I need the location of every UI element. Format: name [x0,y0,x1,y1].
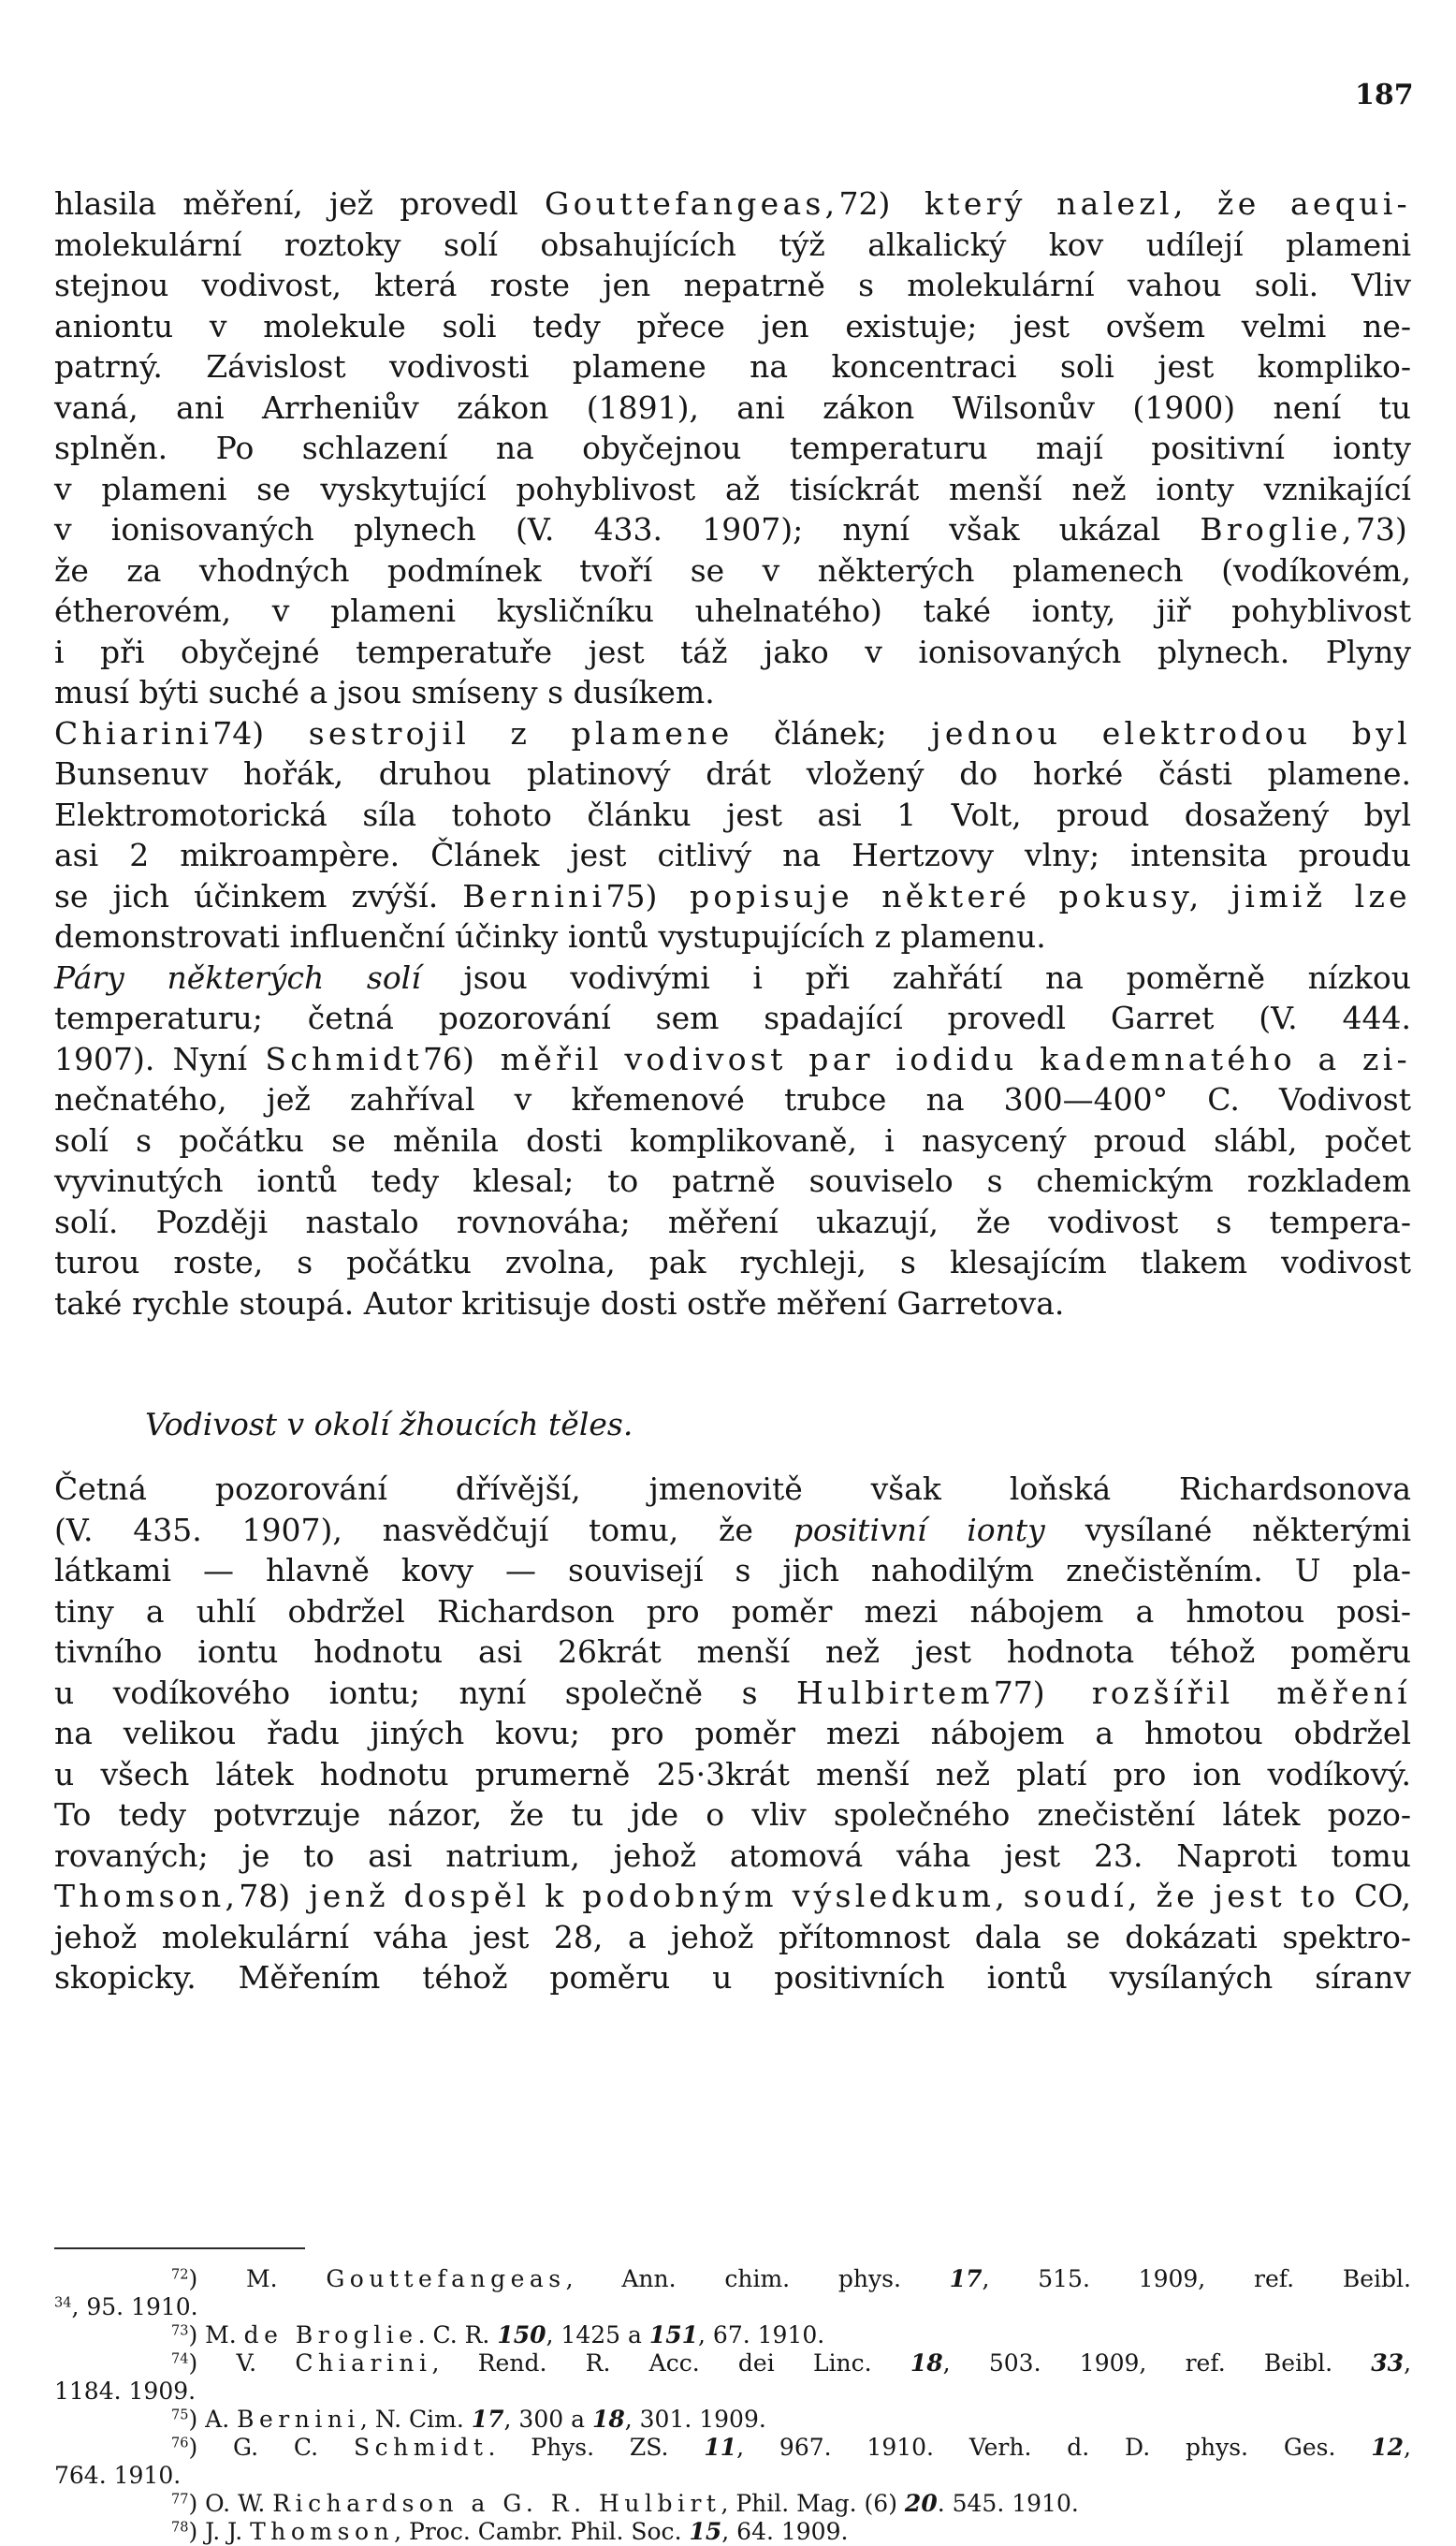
text-line: u vodíkového iontu; nyní společně s Hulbirtem77) rozšířil měření [54,1674,1411,1711]
footnote-number: 74 [171,2351,189,2367]
text-line: v plameni se vyskytující pohyblivost až tisíckrát menší než ionty vznikající [54,470,1411,507]
text-line: demonstrovati influenční účinky iontů vystupujících z plamenu. [54,918,1046,955]
text-line: také rychle stoupá. Autor kritisuje dosti ostře měření Garretova. [54,1284,1065,1322]
volume-number: 20 [904,2490,938,2517]
author-name: Chiarini [54,714,213,752]
author-name: Schmidt [353,2434,488,2461]
text-line: jehož molekulární váha jest 28, a jehož přítomnost dala se dokázati spektro- [54,1918,1411,1955]
text-line: asi 2 mikroampère. Článek jest citlivý na Hertzovy vlny; intensita proudu [54,837,1411,873]
text-line: 1907). Nyní Schmidt76) měřil vodivost par iodidu kademnatého a zi- [54,1040,1411,1077]
text-line: Četná pozorování dřívější, jmenovitě však loňská Richardsonova [54,1471,1411,1507]
footnote-number: 78 [171,2520,189,2536]
text-line: aniontu v molekule soli tedy přece jen existuje; jest ovšem velmi ne- [54,307,1411,344]
footnote-line: 764. 1910. [54,2462,182,2489]
author-name: Chiarini [295,2349,432,2377]
page-number: 187 [1355,79,1414,111]
text-line: tivního iontu hodnotu asi 26krát menší než jest hodnota téhož poměru [54,1633,1411,1670]
author-name: ) [1394,511,1411,548]
text-line: látkami — hlavně kovy — souvisejí s jich nahodilým znečistěním. U pla- [54,1552,1411,1588]
footnote-line: $^{74}$) V. Chiarini, Rend. R. Acc. dei Linc. 18, 503. 1909, ref. Beibl. 33, [171,2349,1412,2377]
text-line: Elektromotorická síla tohoto článku jest asi 1 Volt, proud dosažený byl [54,796,1411,833]
text-line: rovaných; je to asi natrium, jehož atomová váha jest 23. Naproti tomu [54,1836,1411,1874]
author-name: ) rozšířil měření [1032,1674,1411,1711]
author-name: ) popisuje některé pokusy, jimiž lze [645,877,1411,915]
text-line: tiny a uhlí obdržel Richardson pro poměr mezi nábojem a hmotou posi- [54,1592,1411,1630]
footnote-line: $^{73}$) M. de Broglie. C. R. 150, 1425 a 151, 67. 1910. [171,2321,825,2348]
volume-number: 17 [949,2265,983,2292]
author-name: Bernini [462,877,606,915]
author-name: ) sestrojil z plamene [252,714,774,752]
text-line: Páry některých solí jsou vodivými i při zahřátí na poměrně nízkou [54,958,1411,996]
text-line: u všech látek hodnotu prumerně 25·3krát menší než platí pro ion vodíkový. [54,1755,1411,1792]
footnote-number: 72 [171,2267,189,2283]
footnote-number: 75 [171,2407,189,2423]
footnote-line: $^{34}$, 95. 1910. [54,2293,198,2320]
text-line: molekulární roztoky solí obsahujících týž alkalický kov udílejí plameni [54,226,1411,263]
volume-number: 11 [704,2434,737,2461]
section-heading: Vodivost v okolí žhoucích těles. [145,1406,633,1442]
volume-number: 33 [1371,2349,1405,2377]
footnote-divider [54,2247,305,2249]
text-line: vaná, ani Arrheniův zákon (1891), ani zákon Wilsonův (1900) není tu [54,388,1411,426]
footnote-number: 73 [171,2323,189,2339]
footnote-line: 1184. 1909. [54,2378,197,2405]
emphasis: positivní ionty [793,1511,1045,1548]
author-name: Gouttefangeas [326,2265,566,2292]
text-line: étherovém, v plameni kysličníku uhelnatého) také ionty, jiř pohyblivost [54,593,1411,629]
emphasis: Páry některých solí [54,958,421,996]
volume-number: 150 [497,2321,546,2348]
text-line: i při obyčejné temperatuře jest táž jako v ionisovaných plynech. Plyny [54,633,1411,670]
footnote-line: $^{78}$) J. J. Thomson, Proc. Cambr. Phil. Soc. 15, 64. 1909. [171,2518,849,2545]
text-line: solí s počátku se měnila dosti komplikovaně, i nasycený proud slábl, počet [54,1121,1411,1159]
footnote-line: $^{76}$) G. C. Schmidt. Phys. ZS. 11, 967. 1910. Verh. d. D. phys. Ges. 12, [171,2434,1411,2461]
author-name: Schmidt [265,1040,423,1077]
text-line: Thomson,78) jenž dospěl k podobným výsledkum, soudí, že jest to CO, [54,1878,1411,1914]
text-line: se jich účinkem zvýší. Bernini75) popisuje některé pokusy, jimiž lze [54,877,1411,915]
footnote-line: $^{75}$) A. Bernini, N. Cim. 17, 300 a 18, 301. 1909. [171,2406,766,2433]
author-name: Broglie, [1200,511,1356,548]
footnotes [54,2265,1411,2546]
text-line: patrný. Závislost vodivosti plamene na koncentraci soli jest kompliko- [54,348,1411,385]
footnote-line: $^{77}$) O. W. Richardson a G. R. Hulbirt, Phil. Mag. (6) 20. 545. 1910. [171,2490,1079,2517]
author-name: Thomson [250,2518,395,2545]
text-line: splněn. Po schlazení na obyčejnou temperaturu mají positivní ionty [54,430,1411,466]
text-line: Bunsenuv hořák, druhou platinový drát vložený do horké části plamene. [54,755,1411,792]
text-line: nečnatého, jež zahříval v křemenové trubce na 300—400° C. Vodivost [54,1081,1411,1118]
paragraph-flame-conductivity [54,183,1411,1324]
text-line: skopicky. Měřením téhož poměru u positivních iontů vysílaných síranv [54,1959,1411,1996]
author-name: Thomson, [54,1878,240,1914]
author-name: de Broglie [243,2321,418,2348]
text-line: že za vhodných podmínek tvoří se v některých plamenech (vodíkovém, [54,551,1411,589]
footnote-line: $^{72}$) M. Gouttefangeas, Ann. chim. phys. 17, 515. 1909, ref. Beibl. [171,2265,1411,2292]
author-name: ) jenž dospěl k podobným výsledkum, soudí, že jest to [278,1878,1355,1914]
author-name: ) který nalezl, že aequi- [878,185,1411,222]
footnote-number: 77 [171,2492,189,2508]
author-name: ) měřil vodivost par iodidu kademnatého a zi- [461,1040,1411,1077]
volume-number: 151 [648,2321,699,2348]
text-line: musí býti suché a jsou smíseny s dusíkem. [54,674,715,710]
author-name: Bernini [237,2406,360,2433]
text-line: hlasila měření, jež provedl Gouttefangeas,72) který nalezl, že aequi- [54,185,1411,222]
text-line: (V. 435. 1907), nasvědčují tomu, že positivní ionty vysílané některými [54,1511,1411,1548]
volume-number: 12 [1371,2434,1405,2461]
volume-number: 15 [689,2518,722,2545]
footnote-number: 76 [171,2436,189,2451]
author-name: Richardson a G. R. Hulbirt [272,2490,721,2517]
volume-number: 18 [910,2349,943,2377]
author-name: Gouttefangeas, [544,185,839,222]
text-line: stejnou vodivost, která roste jen nepatrně s molekulární vahou soli. Vliv [54,267,1411,303]
text-line: temperaturu; četná pozorování sem spadající provedl Garret (V. 444. [54,1000,1411,1036]
text-line: vyvinutých iontů tedy klesal; to patrně souviselo s chemickým rozkladem [54,1163,1411,1199]
volume-number: 18 [591,2406,625,2433]
text-line: To tedy potvrzuje názor, že tu jde o vliv společného znečistění látek pozo- [54,1796,1411,1833]
text-line: na velikou řadu jiných kovu; pro poměr mezi nábojem a hmotou obdržel [54,1715,1411,1751]
text-line: v ionisovaných plynech (V. 433. 1907); nyní však ukázal Broglie,73) [54,511,1411,548]
author-name: ; jednou elektrodou byl [876,714,1411,752]
text-line: turou roste, s počátku zvolna, pak rychleji, s klesajícím tlakem vodivost [54,1244,1411,1280]
author-name: Hulbirtem [796,1674,994,1711]
text-line: Chiarini74) sestrojil z plamene článek; jednou elektrodou byl [54,714,1411,752]
footnote-number: 34 [54,2295,72,2311]
paragraph-glowing-bodies [54,1469,1411,1998]
text-line: solí. Později nastalo rovnováha; měření ukazují, že vodivost s tempera- [54,1203,1411,1240]
volume-number: 17 [471,2406,504,2433]
